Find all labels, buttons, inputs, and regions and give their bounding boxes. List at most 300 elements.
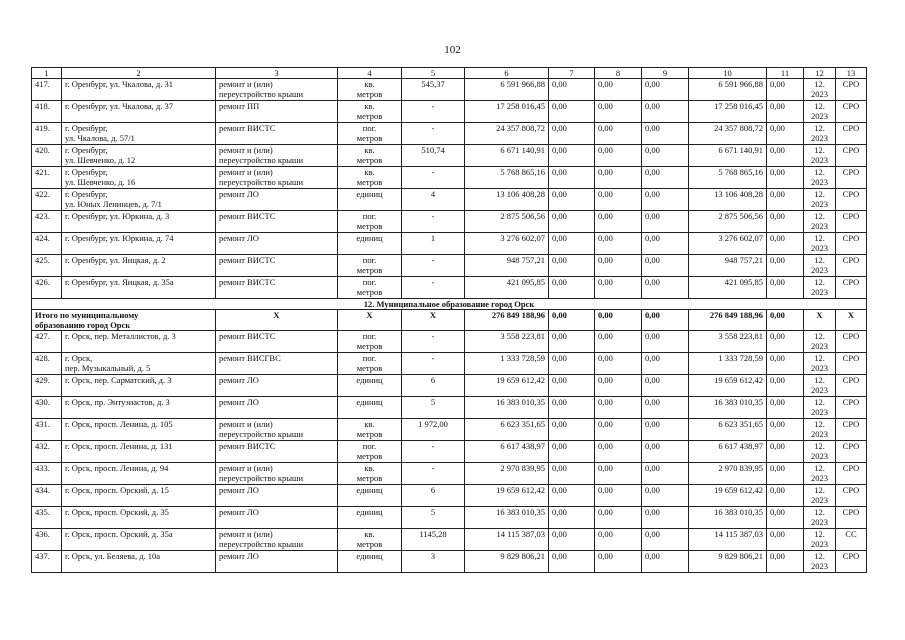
table-cell <box>338 233 402 255</box>
cell-line: г. Орск, ул. Беляева, д. 10а <box>65 551 161 561</box>
table-cell: 1145,28 <box>402 529 465 551</box>
cell-line: 12. <box>814 419 825 429</box>
table-cell: 0,00 <box>642 255 689 277</box>
table-cell: 0,00 <box>595 507 642 529</box>
table-cell: - <box>402 331 465 353</box>
column-number: 11 <box>767 68 804 79</box>
cell-line: г. Орск, просп. Ленина, д. 105 <box>65 419 173 429</box>
table-cell: 0,00 <box>767 551 804 573</box>
cell-line: г. Оренбург, ул. Чкалова, д. 37 <box>65 101 173 111</box>
table-cell: СРО <box>836 189 867 211</box>
table-cell <box>804 255 836 277</box>
cell-line: пер. Музыкальный, д. 5 <box>65 363 151 373</box>
cell-line: г. Оренбург, ул. Чкалова, д. 31 <box>65 79 173 89</box>
table-cell: 24 357 808,72 <box>465 123 549 145</box>
table-cell: 0,00 <box>642 167 689 189</box>
table-cell: СРО <box>836 375 867 397</box>
cell-line: 12. <box>814 101 825 111</box>
table-row <box>32 397 867 419</box>
table-cell: 0,00 <box>549 101 595 123</box>
cell-line: г. Оренбург, ул. Юркина, д. 3 <box>65 211 170 221</box>
table-cell <box>338 277 402 299</box>
cell-line: метров <box>356 177 383 187</box>
cell-line: 2023 <box>811 133 828 143</box>
cell-line: ремонт ЛО <box>219 551 259 561</box>
table-cell: - <box>402 463 465 485</box>
table-cell: 0,00 <box>595 331 642 353</box>
cell-line: 2023 <box>811 473 828 483</box>
table-cell: 0,00 <box>595 277 642 299</box>
table-cell: 0,00 <box>767 233 804 255</box>
table-cell <box>216 233 338 255</box>
table-cell <box>804 375 836 397</box>
table-cell: 16 383 010,35 <box>689 507 767 529</box>
cell-line: пог. <box>362 353 377 363</box>
table-row <box>32 441 867 463</box>
table-cell <box>338 441 402 463</box>
table-cell <box>216 485 338 507</box>
table-row <box>32 211 867 233</box>
table-cell <box>804 419 836 441</box>
table-cell: 423. <box>32 211 62 233</box>
cell-line: кв. <box>364 101 375 111</box>
cell-line: метров <box>356 111 383 121</box>
cell-line: единиц <box>356 485 383 495</box>
table-cell: СРО <box>836 79 867 101</box>
table-cell <box>338 529 402 551</box>
cell-line: метров <box>356 155 383 165</box>
table-cell: 9 829 806,21 <box>689 551 767 573</box>
total-cell: Х <box>402 310 465 331</box>
table-cell: 0,00 <box>642 101 689 123</box>
table-cell <box>216 145 338 167</box>
table-cell: 0,00 <box>595 255 642 277</box>
table-cell <box>804 211 836 233</box>
total-amount: 276 849 188,96 <box>689 310 767 331</box>
table-cell: 0,00 <box>642 463 689 485</box>
table-row <box>32 79 867 101</box>
table-cell: 3 276 602,07 <box>689 233 767 255</box>
cell-line: 12. <box>814 551 825 561</box>
table-cell <box>216 507 338 529</box>
table-cell: СРО <box>836 507 867 529</box>
table-cell <box>62 397 216 419</box>
column-number: 3 <box>216 68 338 79</box>
table-cell <box>216 101 338 123</box>
table-cell: 2 875 506,56 <box>465 211 549 233</box>
table-cell: 6 <box>402 375 465 397</box>
cell-line: метров <box>356 133 383 143</box>
table-cell: 24 357 808,72 <box>689 123 767 145</box>
table-row <box>32 145 867 167</box>
table-cell: 0,00 <box>549 167 595 189</box>
table-cell: 0,00 <box>595 551 642 573</box>
table-cell <box>216 529 338 551</box>
cell-line: 12. <box>814 463 825 473</box>
table-cell <box>338 211 402 233</box>
cell-line: г. Орск, просп. Орский, д. 35 <box>65 507 169 517</box>
cell-line: 12. <box>814 189 825 199</box>
table-cell: 16 383 010,35 <box>465 507 549 529</box>
table-cell: 436. <box>32 529 62 551</box>
cell-line: пог. <box>362 277 377 287</box>
cell-line: переустройство крыши <box>219 429 304 439</box>
table-cell: 0,00 <box>767 529 804 551</box>
total-label-line: Итого по муниципальному <box>35 310 139 320</box>
cell-line: метров <box>356 287 383 297</box>
cell-line: метров <box>356 451 383 461</box>
table-cell: 0,00 <box>549 123 595 145</box>
table-cell <box>216 331 338 353</box>
table-body-bottom <box>32 331 867 573</box>
table-cell: 0,00 <box>595 189 642 211</box>
table-cell: 0,00 <box>642 419 689 441</box>
table-cell <box>804 101 836 123</box>
table-cell <box>62 211 216 233</box>
table-row <box>32 463 867 485</box>
table-cell: 2 970 839,95 <box>689 463 767 485</box>
cell-line: г. Оренбург, <box>65 123 108 133</box>
table-cell: 0,00 <box>549 485 595 507</box>
table-cell: 0,00 <box>642 233 689 255</box>
table-cell: 1 972,00 <box>402 419 465 441</box>
cell-line: пог. <box>362 211 377 221</box>
cell-line: ремонт ЛО <box>219 375 259 385</box>
cell-line: ремонт ЛО <box>219 507 259 517</box>
table-cell: 16 383 010,35 <box>465 397 549 419</box>
cell-line: единиц <box>356 189 383 199</box>
table-cell <box>62 233 216 255</box>
cell-line: переустройство крыши <box>219 155 304 165</box>
table-cell: 0,00 <box>767 189 804 211</box>
table-cell: 0,00 <box>767 507 804 529</box>
table-cell: - <box>402 277 465 299</box>
cell-line: 12. <box>814 233 825 243</box>
table-cell: 0,00 <box>642 189 689 211</box>
table-cell: СРО <box>836 397 867 419</box>
cell-line: г. Оренбург, ул. Яицкая, д. 2 <box>65 255 166 265</box>
table-cell: 426. <box>32 277 62 299</box>
cell-line: кв. <box>364 145 375 155</box>
cell-line: метров <box>356 341 383 351</box>
cell-line: 2023 <box>811 495 828 505</box>
cell-line: г. Орск, просп. Орский, д. 15 <box>65 485 169 495</box>
table-cell: СРО <box>836 255 867 277</box>
table-cell: СРО <box>836 419 867 441</box>
section-title: 12. Муниципальное образование город Орск <box>32 299 867 310</box>
table-cell <box>62 485 216 507</box>
table-cell <box>62 101 216 123</box>
cell-line: ремонт ВИСТС <box>219 277 276 287</box>
total-cell: Х <box>836 310 867 331</box>
table-cell: 0,00 <box>642 145 689 167</box>
column-number: 7 <box>549 68 595 79</box>
table-cell: 0,00 <box>767 375 804 397</box>
cell-line: ремонт ЛО <box>219 189 259 199</box>
cell-line: единиц <box>356 397 383 407</box>
table-row <box>32 189 867 211</box>
table-cell: 5 768 865,16 <box>689 167 767 189</box>
column-number: 1 <box>32 68 62 79</box>
table-cell: 1 333 728,59 <box>689 353 767 375</box>
total-cell: 0,00 <box>595 310 642 331</box>
table-cell: 6 591 966,88 <box>465 79 549 101</box>
table-cell: 3 276 602,07 <box>465 233 549 255</box>
table-row <box>32 551 867 573</box>
table-cell: 17 258 016,45 <box>465 101 549 123</box>
table-cell: 0,00 <box>549 331 595 353</box>
table-cell: 0,00 <box>642 485 689 507</box>
table-cell: 0,00 <box>595 463 642 485</box>
table-cell: 0,00 <box>549 277 595 299</box>
section-total-row <box>32 310 867 331</box>
table-cell: 427. <box>32 331 62 353</box>
table-cell: 0,00 <box>767 79 804 101</box>
table-cell: 0,00 <box>595 211 642 233</box>
table-cell: 0,00 <box>549 255 595 277</box>
table-cell: - <box>402 441 465 463</box>
table-row <box>32 123 867 145</box>
table-cell: - <box>402 211 465 233</box>
table-cell: 2 970 839,95 <box>465 463 549 485</box>
table-cell: 510,74 <box>402 145 465 167</box>
cell-line: метров <box>356 473 383 483</box>
table-cell: 6 617 438,97 <box>465 441 549 463</box>
table-cell: 0,00 <box>595 353 642 375</box>
cell-line: 2023 <box>811 199 828 209</box>
table-cell: 0,00 <box>767 441 804 463</box>
table-cell <box>216 375 338 397</box>
table-cell: 0,00 <box>767 353 804 375</box>
cell-line: 2023 <box>811 385 828 395</box>
cell-line: г. Орск, просп. Орский, д. 35а <box>65 529 173 539</box>
cell-line: 12. <box>814 277 825 287</box>
table-cell <box>216 211 338 233</box>
table-cell: 9 829 806,21 <box>465 551 549 573</box>
total-amount: 276 849 188,96 <box>465 310 549 331</box>
table-cell: СРО <box>836 167 867 189</box>
table-cell <box>804 145 836 167</box>
table-cell <box>216 167 338 189</box>
table-cell: 0,00 <box>595 167 642 189</box>
table-cell <box>338 123 402 145</box>
table-cell <box>216 189 338 211</box>
column-number: 2 <box>62 68 216 79</box>
table-cell: 0,00 <box>767 463 804 485</box>
table-cell: 0,00 <box>642 375 689 397</box>
cell-line: ремонт ВИСТС <box>219 255 276 265</box>
table-cell: 19 659 612,42 <box>465 375 549 397</box>
table-cell <box>62 375 216 397</box>
table-cell: 0,00 <box>549 353 595 375</box>
table-cell <box>338 397 402 419</box>
table-row <box>32 507 867 529</box>
column-number: 12 <box>804 68 836 79</box>
cell-line: ул. Шевченко, д. 16 <box>65 177 136 187</box>
table-cell: СС <box>836 529 867 551</box>
cell-line: 12. <box>814 255 825 265</box>
table-cell: 435. <box>32 507 62 529</box>
table-cell: 0,00 <box>767 211 804 233</box>
cell-line: 12. <box>814 123 825 133</box>
section-block <box>32 299 867 331</box>
table-cell <box>216 255 338 277</box>
cell-line: единиц <box>356 551 383 561</box>
table-cell <box>62 167 216 189</box>
table-cell: 19 659 612,42 <box>689 375 767 397</box>
table-cell: 6 671 140,91 <box>689 145 767 167</box>
total-cell: Х <box>804 310 836 331</box>
cell-line: г. Орск, просп. Ленина, д. 131 <box>65 441 173 451</box>
column-number: 6 <box>465 68 549 79</box>
table-body-top <box>32 68 867 299</box>
table-row <box>32 331 867 353</box>
cell-line: 12. <box>814 79 825 89</box>
table-cell: 0,00 <box>549 211 595 233</box>
cell-line: пог. <box>362 331 377 341</box>
table-cell <box>216 123 338 145</box>
cell-line: ремонт и (или) <box>219 463 273 473</box>
table-cell: 417. <box>32 79 62 101</box>
table-cell: 0,00 <box>642 123 689 145</box>
cell-line: ремонт ВИСТС <box>219 211 276 221</box>
table-cell <box>216 397 338 419</box>
cell-line: кв. <box>364 529 375 539</box>
total-label-line: образованию город Орск <box>35 320 131 330</box>
cell-line: пог. <box>362 255 377 265</box>
table-cell: - <box>402 255 465 277</box>
repair-program-table <box>31 67 867 573</box>
cell-line: метров <box>356 265 383 275</box>
column-number-row <box>32 68 867 79</box>
column-number: 13 <box>836 68 867 79</box>
total-cell: 0,00 <box>767 310 804 331</box>
table-cell <box>804 79 836 101</box>
column-number: 4 <box>338 68 402 79</box>
table-cell: 1 333 728,59 <box>465 353 549 375</box>
cell-line: г. Оренбург, <box>65 145 108 155</box>
table-cell: 0,00 <box>549 189 595 211</box>
table-cell: 6 623 351,65 <box>689 419 767 441</box>
cell-line: 2023 <box>811 89 828 99</box>
page-number: 102 <box>444 44 461 56</box>
cell-line: ул. Юных Ленинцев, д. 7/1 <box>65 199 162 209</box>
table-cell: 0,00 <box>642 353 689 375</box>
column-number: 8 <box>595 68 642 79</box>
table-cell: 434. <box>32 485 62 507</box>
table-cell: 6 591 966,88 <box>689 79 767 101</box>
table-cell: 0,00 <box>767 331 804 353</box>
table-cell <box>804 485 836 507</box>
cell-line: 12. <box>814 507 825 517</box>
cell-line: 2023 <box>811 243 828 253</box>
table-row <box>32 167 867 189</box>
table-cell: 19 659 612,42 <box>689 485 767 507</box>
table-cell: 419. <box>32 123 62 145</box>
cell-line: 2023 <box>811 341 828 351</box>
table-cell: 13 106 408,28 <box>465 189 549 211</box>
table-cell: 0,00 <box>595 441 642 463</box>
table-cell: 420. <box>32 145 62 167</box>
table-cell: 6 623 351,65 <box>465 419 549 441</box>
cell-line: 12. <box>814 167 825 177</box>
table-cell: 948 757,21 <box>689 255 767 277</box>
table-cell <box>804 529 836 551</box>
table-cell: 0,00 <box>549 507 595 529</box>
table-row <box>32 375 867 397</box>
table-cell <box>338 189 402 211</box>
table-cell <box>804 551 836 573</box>
cell-line: кв. <box>364 79 375 89</box>
cell-line: 2023 <box>811 407 828 417</box>
cell-line: ремонт и (или) <box>219 167 273 177</box>
table-cell <box>62 331 216 353</box>
cell-line: 12. <box>814 331 825 341</box>
cell-line: г. Орск, <box>65 353 93 363</box>
cell-line: метров <box>356 429 383 439</box>
cell-line: 12. <box>814 485 825 495</box>
cell-line: ремонт ПП <box>219 101 260 111</box>
table-cell: 0,00 <box>595 79 642 101</box>
table-cell <box>62 419 216 441</box>
table-cell <box>804 397 836 419</box>
table-cell <box>338 255 402 277</box>
table-cell: СРО <box>836 277 867 299</box>
table-cell: 0,00 <box>767 255 804 277</box>
cell-line: 2023 <box>811 363 828 373</box>
table-cell <box>804 441 836 463</box>
cell-line: переустройство крыши <box>219 89 304 99</box>
cell-line: ремонт ЛО <box>219 233 259 243</box>
table-cell <box>62 529 216 551</box>
cell-line: ремонт и (или) <box>219 145 273 155</box>
table-cell <box>804 189 836 211</box>
cell-line: 12. <box>814 211 825 221</box>
cell-line: г. Оренбург, ул. Юркина, д. 74 <box>65 233 174 243</box>
table-cell <box>338 463 402 485</box>
cell-line: г. Оренбург, <box>65 189 108 199</box>
table-cell <box>62 79 216 101</box>
table-cell: 424. <box>32 233 62 255</box>
table-cell: 0,00 <box>549 233 595 255</box>
column-number: 10 <box>689 68 767 79</box>
table-cell: СРО <box>836 123 867 145</box>
table-cell: 433. <box>32 463 62 485</box>
table-cell: 432. <box>32 441 62 463</box>
table-cell <box>216 353 338 375</box>
table-cell <box>804 233 836 255</box>
table-cell: 0,00 <box>642 529 689 551</box>
cell-line: г. Орск, пер. Металлистов, д. 3 <box>65 331 176 341</box>
cell-line: ремонт и (или) <box>219 419 273 429</box>
table-cell: 3 <box>402 551 465 573</box>
cell-line: 12. <box>814 529 825 539</box>
table-cell <box>804 167 836 189</box>
cell-line: переустройство крыши <box>219 539 304 549</box>
table-cell: СРО <box>836 101 867 123</box>
cell-line: г. Орск, пер. Сарматский, д. 3 <box>65 375 172 385</box>
table-cell <box>804 353 836 375</box>
cell-line: пог. <box>362 441 377 451</box>
table-cell: 6 617 438,97 <box>689 441 767 463</box>
table-cell <box>338 79 402 101</box>
cell-line: метров <box>356 221 383 231</box>
table-cell: 14 115 387,03 <box>689 529 767 551</box>
table-cell: 5 <box>402 397 465 419</box>
table-cell: 429. <box>32 375 62 397</box>
total-label <box>32 310 216 331</box>
table-cell <box>216 463 338 485</box>
